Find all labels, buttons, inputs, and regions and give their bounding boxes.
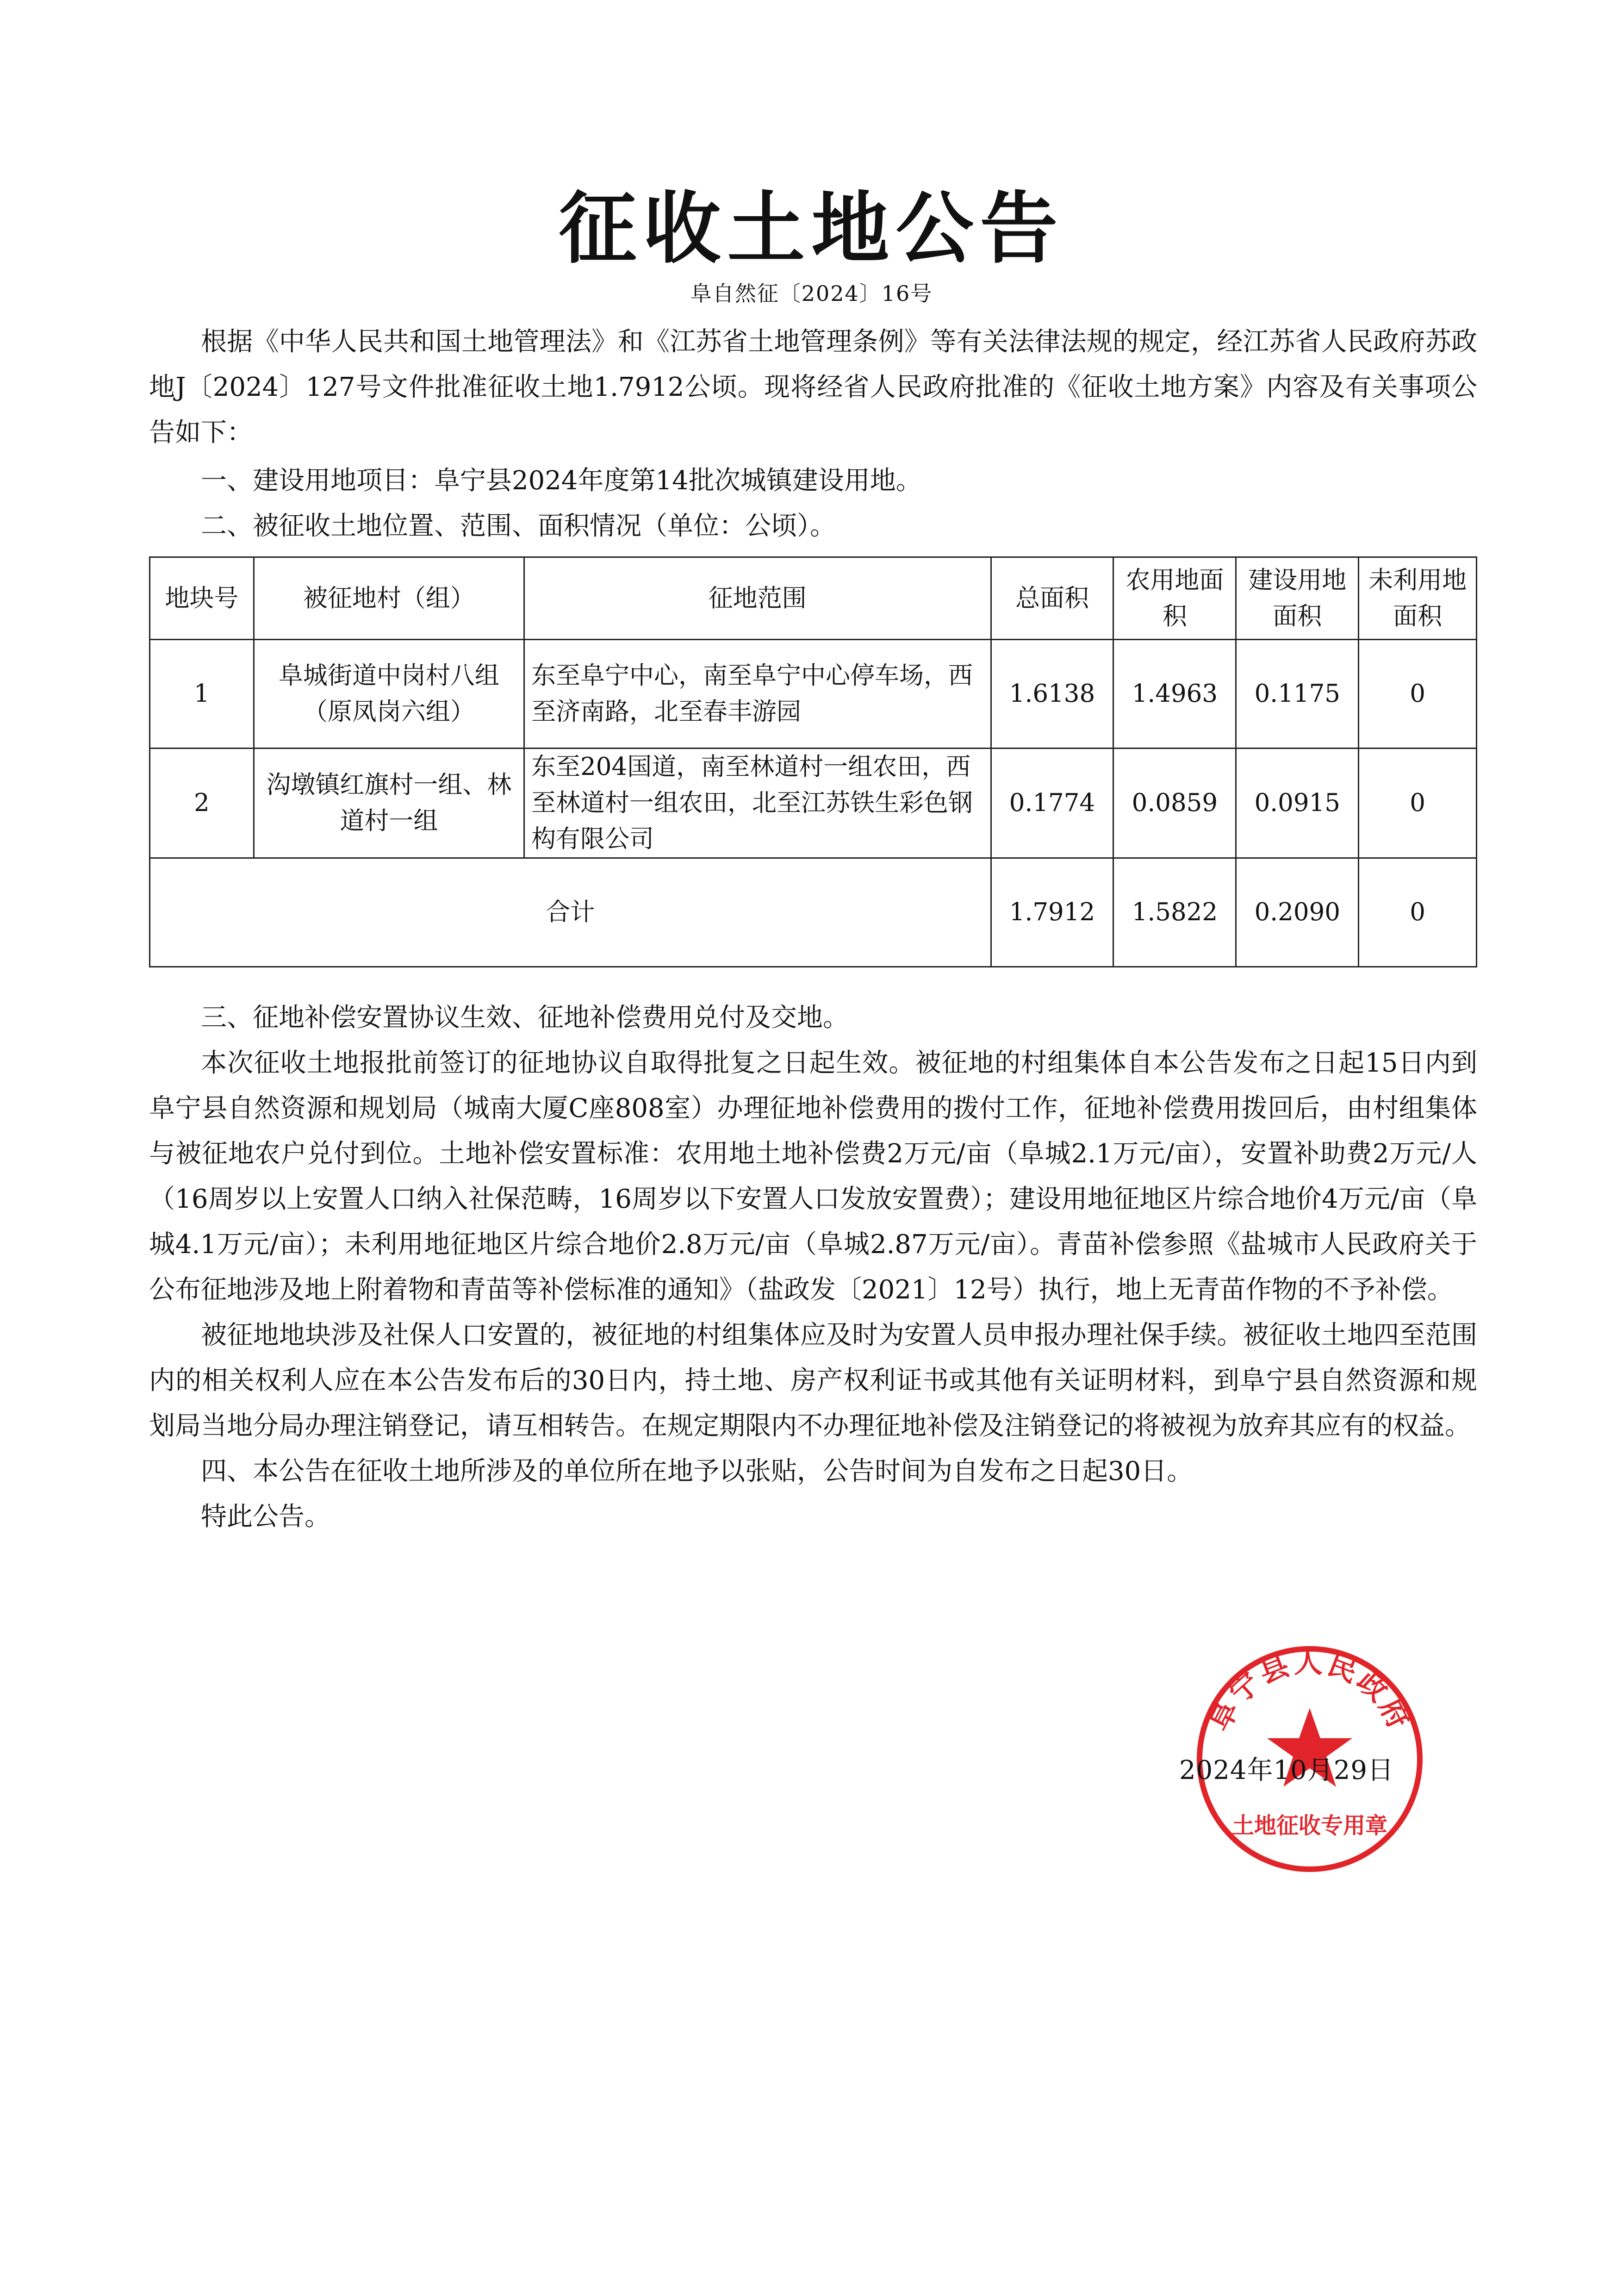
page-title: 征收土地公告 [559,183,1064,274]
header-total-area: 总面积 [991,557,1113,640]
cell-plot-no: 1 [150,640,254,749]
cell-unused-area: 0 [1359,640,1477,749]
document-number: 阜自然征〔2024〕16号 [690,281,933,306]
section-3-to-4 [149,995,1477,1540]
intro-paragraph [149,319,1477,455]
cell-construct-area: 0.0915 [1236,749,1359,858]
table-row [150,640,1477,749]
section-3-title: 三、征地补偿安置协议生效、征地补偿费用兑付及交地。 [201,1003,849,1033]
header-plot-no: 地块号 [150,557,254,640]
cell-agri-area: 0.0859 [1113,749,1236,858]
cell-construct-area: 0.2090 [1236,858,1359,967]
issue-date: 2024年10月29日 [1179,1755,1394,1785]
closing-text: 特此公告。 [201,1502,330,1532]
cell-village: 阜城街道中岗村八组（原凤岗六组） [254,640,524,749]
header-scope: 征地范围 [524,557,991,640]
cell-construct-area: 0.1175 [1236,640,1359,749]
table-header-row [150,557,1477,640]
cell-total-area: 1.7912 [991,858,1113,967]
cell-unused-area: 0 [1359,749,1477,858]
section-1 [149,458,1477,504]
cell-scope: 东至204国道，南至林道村一组农田，西至林道村一组农田，北至江苏铁生彩色钢构有限公司 [524,749,991,858]
cell-village: 沟墩镇红旗村一组、林道村一组 [254,749,524,858]
intro-text: 根据《中华人民共和国土地管理法》和《江苏省土地管理条例》等有关法律法规的规定，经江苏省人民政府苏政地J〔2024〕127号文件批准征收土地1.7912公顷。现将经省人民政府批准的《征收土地方案》内容及有关事项公告如下： [149,327,1477,448]
header-agri-area: 农用地面积 [1113,557,1236,640]
table-row [150,749,1477,858]
cell-total-area: 0.1774 [991,749,1113,858]
section-1-text: 一、建设用地项目：阜宁县2024年度第14批次城镇建设用地。 [201,466,922,496]
cell-plot-no: 2 [150,749,254,858]
section-2-text: 二、被征收土地位置、范围、面积情况（单位：公顷）。 [201,511,836,541]
seal-top-text: 阜宁县人民政府 [1202,1645,1418,1737]
cell-total-area: 1.6138 [991,640,1113,749]
table-total-row [150,858,1477,967]
cell-agri-area: 1.5822 [1113,858,1236,967]
cell-unused-area: 0 [1359,858,1477,967]
section-3-paragraph-1: 本次征收土地报批前签订的征地协议自取得批复之日起生效。被征地的村组集体自本公告发布之日起15日内到阜宁县自然资源和规划局（城南大厦C座808室）办理征地补偿费用的拨付工作，征地补偿费用拨回后，由村组集体与被征地农户兑付到位。土地补偿安置标准：农用地土地补偿费2万元/亩（阜城2.1万元/亩），安置补助费2万元/人（16周岁以上安置人口纳入社保范畴，16周岁以下安置人口发放安置费）；建设用地征地区片综合地价4万元/亩（阜城4.1万元/亩）；未利用地征地区片综合地价2.8万元/亩（阜城2.87万元/亩）。青苗补偿参照《盐城市人民政府关于公布征地涉及地上附着物和青苗等补偿标准的通知》（盐政发〔2021〕12号）执行，地上无青苗作物的不予补偿。 [149,1048,1477,1305]
cell-scope: 东至阜宁中心，南至阜宁中心停车场，西至济南路，北至春丰游园 [524,640,991,749]
section-2 [149,504,1477,549]
cell-total-label: 合计 [150,858,991,967]
header-construct-area: 建设用地面积 [1236,557,1359,640]
section-3-paragraph-2: 被征地地块涉及社保人口安置的，被征地的村组集体应及时为安置人员申报办理社保手续。被征收土地四至范围内的相关权利人应在本公告发布后的30日内，持土地、房产权利证书或其他有关证明材料，到阜宁县自然资源和规划局当地分局办理注销登记，请互相转告。在规定期限内不办理征地补偿及注销登记的将被视为放弃其应有的权益。 [149,1320,1477,1441]
cell-agri-area: 1.4963 [1113,640,1236,749]
seal-bottom-text: 土地征收专用章 [1231,1813,1388,1839]
header-unused-area: 未利用地面积 [1359,557,1477,640]
section-4-text: 四、本公告在征收土地所涉及的单位所在地予以张贴，公告时间为自发布之日起30日。 [201,1456,1193,1486]
land-table [149,556,1477,967]
header-village: 被征地村（组） [254,557,524,640]
